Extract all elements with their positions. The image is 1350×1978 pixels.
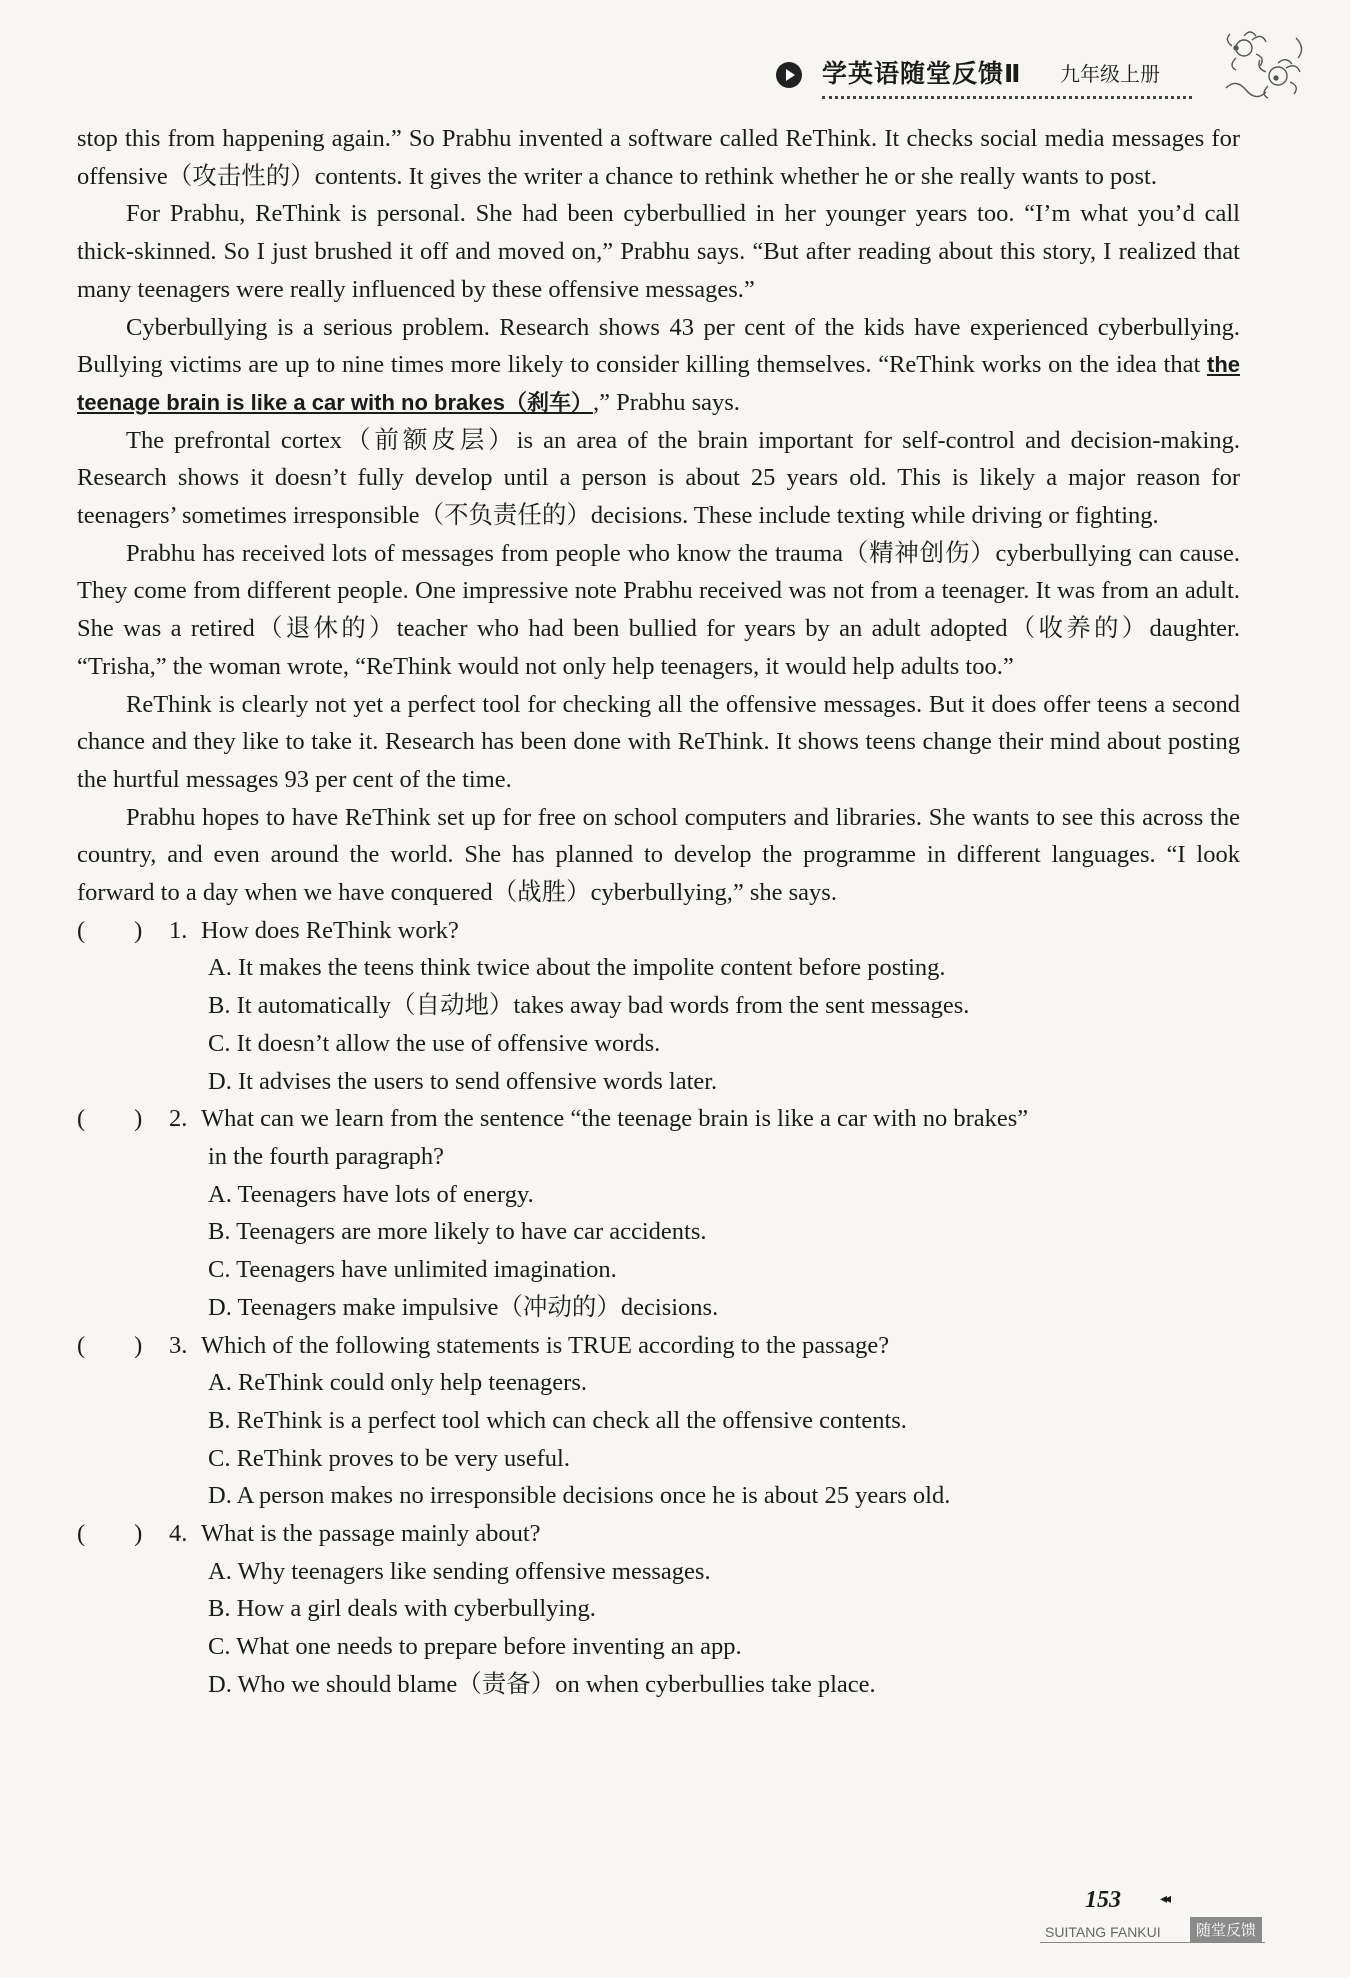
series-title: 学英语随堂反馈Ⅱ (822, 59, 1022, 88)
question-number: 1. (169, 916, 188, 944)
option: C. It doesn’t allow the use of offensive words. (208, 1029, 661, 1057)
question-stem: What can we learn from the sentence “the teenage brain is like a car with no brakes” (201, 1105, 1029, 1133)
option: B. ReThink is a perfect tool which can check all the offensive contents. (208, 1406, 907, 1434)
question-1 (77, 912, 1240, 1101)
option: A. Why teenagers like sending offensive messages. (208, 1557, 711, 1585)
page-header (776, 48, 1206, 104)
option: B. How a girl deals with cyberbullying. (208, 1595, 596, 1623)
option: A. Teenagers have lots of energy. (208, 1180, 534, 1208)
paragraph: stop this from happening again.” So Prabhu invented a software called ReThink. It checks social media messages for offensive（攻击性的）contents. It gives the writer a chance to rethink whether he or she really wants to post. (77, 125, 1240, 190)
option: C. ReThink proves to be very useful. (208, 1444, 570, 1472)
question-stem-continued: in the fourth paragraph? (208, 1142, 445, 1170)
question-3 (77, 1327, 1240, 1516)
header-divider (822, 96, 1192, 99)
question-2 (77, 1100, 1240, 1326)
footer-pinyin: SUITANG FANKUI (1045, 1924, 1161, 1940)
paragraph: The prefrontal cortex（前额皮层）is an area of the brain important for self-control and decision-making. Research shows it doesn’t fully develop until a person is about 25 years old. This is likely a major reason for teenagers’ sometimes irresponsible（不负责任的）decisions. These include texting while driving or fighting. (77, 426, 1240, 530)
question-number: 3. (169, 1331, 188, 1359)
quote-end: ,” Prabhu says. (592, 388, 740, 416)
option: A. ReThink could only help teenagers. (208, 1369, 587, 1397)
paragraph: Prabhu has received lots of messages from people who know the trauma（精神创伤）cyberbullying can cause. They come from different people. One impressive note Prabhu received was not from a teenager. It was from an adult. She was a retired（退休的）teacher who had been bullied for years by an adult adopted（收养的）daughter. “Trisha,” the woman wrote, “ReThink would not only help teenagers, it would help adults too.” (77, 539, 1240, 680)
answer-blank[interactable]: ( ) (77, 1331, 143, 1359)
answer-blank[interactable]: ( ) (77, 1105, 143, 1133)
underlined-phrase: the teenage brain is like a car with no brakes（刹车） (77, 352, 1240, 415)
option: C. Teenagers have unlimited imagination. (208, 1256, 617, 1284)
play-icon (776, 62, 802, 88)
grade-label: 九年级上册 (1060, 62, 1160, 86)
question-stem: How does ReThink work? (201, 916, 459, 944)
option: A. It makes the teens think twice about the impolite content before posting. (208, 954, 946, 982)
answer-blank[interactable]: ( ) (77, 1520, 143, 1548)
question-4 (77, 1515, 1240, 1704)
question-number: 4. (169, 1520, 188, 1548)
paragraph: Prabhu hopes to have ReThink set up for free on school computers and libraries. She wants to see this across the country, and even around the world. She has planned to develop the programme in different languages. “I look forward to a day when we have conquered（战胜）cyberbullying,” she says. (77, 803, 1240, 907)
question-number: 2. (169, 1105, 188, 1133)
paragraph: ReThink is clearly not yet a perfect tool for checking all the offensive messages. But it does offer teens a second chance and they like to take it. Research has been done with ReThink. It shows teens change their mind about posting the hurtful messages 93 per cent of the time. (77, 690, 1240, 793)
passage-and-questions (77, 120, 1240, 1704)
option: B. Teenagers are more likely to have car accidents. (208, 1218, 707, 1246)
arrow-icon: ◂◂ (1160, 1891, 1169, 1907)
option: D. A person makes no irresponsible decisions once he is about 25 years old. (208, 1482, 951, 1510)
answer-blank[interactable]: ( ) (77, 916, 143, 944)
question-stem: What is the passage mainly about? (201, 1520, 541, 1548)
quote-start: “ReThink works on the idea that (878, 351, 1207, 379)
paragraph (77, 309, 1240, 422)
option: D. Teenagers make impulsive（冲动的）decisions. (208, 1293, 719, 1321)
paragraph: For Prabhu, ReThink is personal. She had been cyberbullied in her younger years too. “I’m what you’d call thick-skinned. So I just brushed it off and moved on,” Prabhu says. “But after reading about this story, I realized that many teenagers were really influenced by these offensive messages.” (77, 200, 1240, 303)
footer-badge: 随堂反馈 (1190, 1917, 1262, 1942)
option: D. It advises the users to send offensive words later. (208, 1067, 718, 1095)
footer-divider (1040, 1942, 1265, 1943)
question-stem: Which of the following statements is TRUE according to the passage? (201, 1331, 890, 1359)
page-number: 153 (1085, 1887, 1121, 1913)
option: C. What one needs to prepare before inventing an app. (208, 1633, 742, 1661)
flower-decoration-icon (1206, 18, 1316, 128)
paragraph-text: Cyberbullying is a serious problem. Research shows 43 per cent of the kids have experienced cyberbullying. Bullying victims are up to nine times more likely to consider killing themselves. (77, 313, 1240, 379)
option: B. It automatically（自动地）takes away bad words from the sent messages. (208, 992, 970, 1020)
option: D. Who we should blame（责备）on when cyberbullies take place. (208, 1670, 876, 1698)
